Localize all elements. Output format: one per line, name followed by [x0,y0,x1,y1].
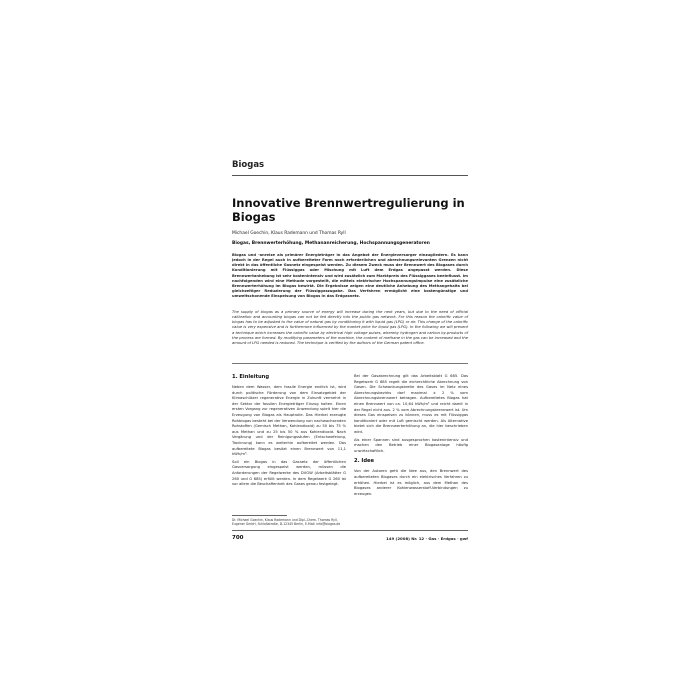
heading-einleitung: 1. Einleitung [232,374,270,380]
top-rule [232,175,468,176]
author-footnote: Dr. Michael Goechin, Klaus Rademann und Dipl.-Chem. Thomas Ryll, Eugener GmbH, Schloßstraße, D-12345 Berlin, E-Mail: info@biogas.de [232,518,341,527]
body-paragraph: Soll ein Biogas in das Gasnetz der öffentlichen Gasversorgung eingespeist werden, müssen die Anforderungen der Regelwerke des DVGW (Arbeitsblätter G 260 und G 685) erfüllt werden. In dem Regelwerk G 260 ist vor allem die Beschaffenheit des Gases genau festgelegt. [232,459,346,487]
right-column [354,374,468,499]
footnote-rule [232,515,287,516]
abstract-english: The supply of biogas as a primary source of energy will increase during the next years, but due to the need of official calibration and accounting biogas can not be fed directly into the public gas network. For this reason the calorific value of biogas has to be adjusted to the value of natural gas by conditioning it with liquid gas (LPG) or air. This change of the calorific value is very expensive and is furthermore influenced by the market price for liquid gas (LPG). In the following we will present a technique which increases the calorific value by electrical high voltage pulses, whereby hydrogen and carbon by-products of the process are formed. By modifying parameters of the machine, the content of methane in the gas can be increased and the amount of LPG needed is reduced. The technique is verified by the authors of the German patent office. [232,310,468,345]
article-authors: Michael Goechin, Klaus Rademann und Thomas Ryll [232,231,346,236]
left-column [232,374,346,490]
abstract-german: Biogas und -anreize als primärer Energieträger in das Angebot der Energieversorger einzugliedern. Es kann jedoch in der Regel auch in aufbereiteter Form noch erforderlichen und abrechnungsrelevanten Grenzen nicht direkt in das öffentliche Gasnetz eingespeist werden. Zu diesem Zweck muss der Brennwert des Biogases durch Konditionierung mit Flüssiggas oder Mischung mit Luft dem Erdgas angepasst werden. Diese Brennwertanhebung ist sehr kostenintensiv und wird zusätzlich zum Marktpreis des Flüssiggases beeinflusst. Im nachfolgenden wird eine Methode vorgestellt, die mittels elektrischer Hochspannungsimpulse eine zusätzliche Brennwerterhöhung im Biogas bewirkt. Die Ergebnisse zeigen eine deutliche Anhebung des Methangehalts bei gleichzeitiger Reduzierung der Flüssiggaszugabe. Das Verfahren ermöglicht eine kostengünstige und umweltschonende Einspeisung von Biogas in das Erdgasnetz. [232,253,468,299]
page-number: 700 [232,535,244,541]
article-keywords: Biogas, Brennwerterhöhung, Methananreicherung, Hochspannungsgeneratoren [232,241,430,246]
section-divider [232,363,468,364]
body-paragraph: Neben dem Wasser, dem fossile Energie endlich ist, wird durch politische Förderung von dem Einsatzgebiet der Klimaschützer regenerative Energie in Zukunft vermehrt in der Sektor der fossilen Energieträger Einzug halten. Einen ersten Vorgang zur regenerativen Anwendung spielt hier die Erzeugung von Biogas als Hauptrolle. Das Hierbei erzeugte Rohbiogas besteht bei der Verwendung von nachwachsenden Rohstoffen (Gemisch Methan, Kohlendioxid) zu 50 bis 75 % aus Methan und zu 25 bis 50 % aus Kohlendioxid. Nach Vergärung und der Reinigungsstufen (Entschwefelung, Trocknung) kann es weiterhin aufbereitet werden. Das aufbereitete Biogas besitzt einen Brennwert von 11,1 kWh/m³. [232,385,346,457]
footer-rule [232,530,468,531]
journal-reference: 149 (2008) Nr. 12 · Gas · Erdgas · gwf [386,536,468,541]
section-label: Biogas [232,160,265,170]
body-paragraph: Bei der Gasabrechnung gilt das Arbeitsblatt G 685. Das Regelwerk G 685 regelt die eichrechtliche Abrechnung von Gasen. Die Schwankungsbreite des Gases im Netz eines Abrechnungsbezirks darf maximal ± 2 % vom Abrechnungsbrennwert betragen. Aufbereitetes Biogas hat einen Brennwert von ca. 10,64 kWh/m³ und reicht damit in der Regel nicht aus. 2 % vom Abrechnungsbrennwert ist. Um dieses Gas einspeisen zu können, muss es mit Flüssiggas konditioniert oder mit Luft gemischt werden. Als Alternative bietet sich die Brennwerterhöhung an, die hier beschrieben wird. [354,374,468,434]
body-paragraph: Von der Autoren geht die Idee aus, den Brennwert des aufbereiteten Biogases durch ein elektrisches Verfahren zu erhöhen. Hierbei ist es möglich, aus dem Methan des Biogases anderer Kohlenwasserstoff-Verbindungen zu erzeugen. [354,469,468,496]
heading-idee: 2. Idee [354,458,375,465]
body-paragraph: Als einer Spannen sind ausgesprochen kostenintensiv und machen den Betrieb einer Biogasanlage häufig unwirtschaftlich. [354,437,468,453]
article-title: Innovative Brennwertregulierung in Biogas [232,196,465,224]
